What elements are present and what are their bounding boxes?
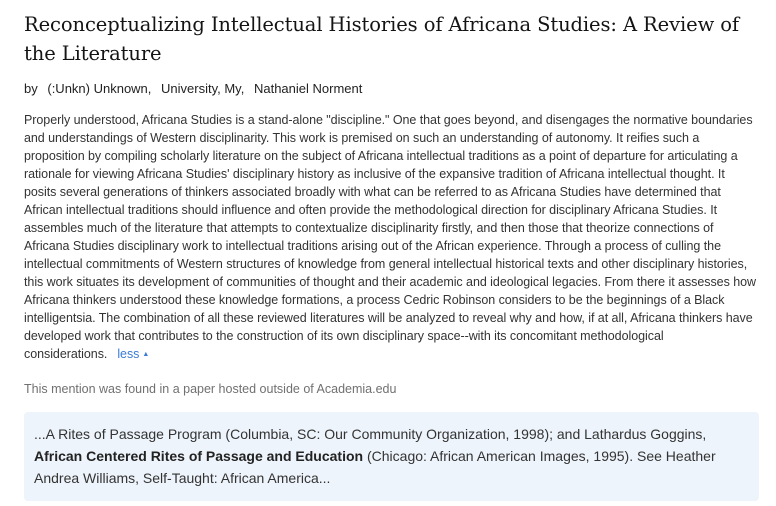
snippet-highlight: African Centered Rites of Passage and Education bbox=[34, 448, 364, 464]
less-toggle[interactable] bbox=[117, 347, 149, 361]
triangle-up-icon: ▲ bbox=[142, 351, 150, 358]
snippet-before: ...A Rites of Passage Program (Columbia, SC: Our Community Organization, 1998); and Lathardus Goggins, bbox=[34, 426, 707, 442]
paper-mention-card bbox=[24, 10, 759, 501]
citation-snippet bbox=[24, 412, 759, 501]
author-link[interactable]: Nathaniel Norment bbox=[253, 81, 363, 96]
abstract-body: Properly understood, Africana Studies is a stand-alone "discipline." One that goes beyond, and disengages the normative boundaries and understandings of Western disciplinarity. This work is premised on such an understanding of autonomy. It reifies such a proposition by compiling scholarly literature on the subject of Africana intellectual traditions as a point of departure for articulating a rationale for viewing Africana Studies' disciplinary history as inclusive of the expansive tradition of Africana intellectual thought. It posits several generations of thinkers associated broadly with what can be referred to as Africana Studies have determined that African intellectual traditions should influence and often provide the methodological direction for disciplinary Africana Studies. It assembles much of the literature that attempts to contextualize disciplinarity firstly, and then those that theorize connections of Africana Studies disciplinary work to intellectual traditions arising out of the African experience. Through a process of culling the intellectual commitments of Western structures of knowledge from general intellectual historical texts and other disciplinary histories, this work situates its development of communities of thought and their academic and ideological legacies. From there it assesses how Africana thinkers understood these knowledge formations, a process Cedric Robinson considers to be the beginnings of a Black intelligentsia. The combination of all these reviewed literatures will be analyzed to reveal why and how, if at all, Africana thinkers have developed work that contributes to the construction of its own disciplinary space--with its concomitant methodological considerations. bbox=[24, 113, 756, 361]
snippet-after: (Chicago: African American Images, 1995). See Heather Andrea Williams, Self-Taught: African America... bbox=[34, 448, 716, 486]
author-link[interactable]: (:Unkn) Unknown, bbox=[47, 81, 152, 96]
abstract-text bbox=[24, 111, 759, 364]
less-label: less bbox=[117, 347, 140, 361]
author-link[interactable]: University, My, bbox=[161, 81, 245, 96]
paper-title[interactable]: Reconceptualizing Intellectual Histories of Africana Studies: A Review of the Literature bbox=[24, 13, 740, 65]
author-line bbox=[24, 80, 759, 98]
mention-note: This mention was found in a paper hosted outside of Academia.edu bbox=[24, 382, 397, 396]
by-label: by bbox=[24, 81, 38, 96]
